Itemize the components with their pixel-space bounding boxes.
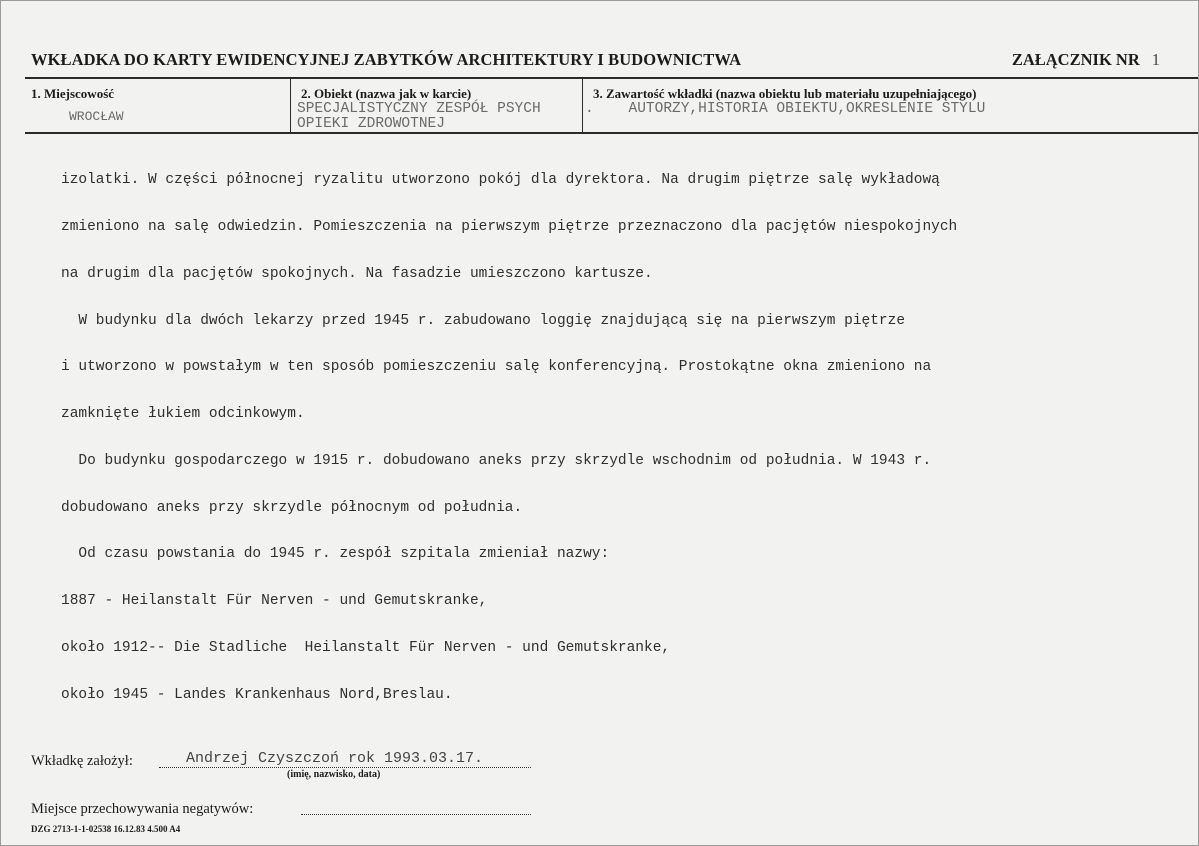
body-line: Do budynku gospodarczego w 1915 r. dobudowano aneks przy skrzydle wschodnim od południa. W 1943 r. — [61, 452, 932, 469]
attachment-number: 1 — [1151, 50, 1160, 69]
column-divider-2 — [582, 79, 583, 132]
header-top-rule — [25, 77, 1198, 79]
column-divider-1 — [290, 79, 291, 132]
body-line: około 1912-- Die Stadliche Heilanstalt Für Nerven - und Gemutskranke, — [61, 640, 671, 656]
body-line: 1887 - Heilanstalt Für Nerven - und Gemutskranke, — [61, 593, 488, 610]
print-code: DZG 2713-1-1-02538 16.12.83 4.500 A4 — [31, 824, 181, 834]
object-label: 2. Obiekt (nazwa jak w karcie) — [301, 86, 472, 101]
negatives-location-label: Miejsce przechowywania negatywów: — [31, 801, 254, 817]
body-line: zmieniono na salę odwiedzin. Pomieszczenia na pierwszym piętrze przeznaczono dla pacjętów niespokojnych — [61, 218, 958, 235]
content-value: . AUTORZY,HISTORIA OBIEKTU,OKRESLENIE STYLU — [585, 101, 986, 117]
body-line: zamknięte łukiem odcinkowym. — [61, 406, 305, 423]
object-value-line-1: SPECJALISTYCZNY ZESPÓŁ PSYCH — [297, 101, 541, 117]
content-label: 3. Zawartość wkładki (nazwa obiektu lub materiału uzupełniającego) — [593, 86, 977, 101]
body-line: na drugim dla pacjętów spokojnych. Na fasadzie umieszczono kartusze. — [61, 265, 653, 282]
negatives-location-line — [301, 814, 531, 815]
attachment-label: ZAŁĄCZNIK NR — [1011, 50, 1140, 69]
attachment-number-field — [1012, 50, 1160, 70]
insert-author-line — [159, 767, 531, 768]
body-line: około 1945 - Landes Krankenhaus Nord,Breslau. — [61, 686, 453, 703]
insert-author-label: Wkładkę założył: — [31, 753, 133, 769]
body-line: i utworzono w powstałym w ten sposób pomieszczeniu salę konferencyjną. Prostokątne okna zmieniono na — [61, 359, 932, 376]
insert-author-caption: (imię, nazwisko, data) — [287, 769, 381, 780]
body-line: dobudowano aneks przy skrzydle północnym od południa. — [61, 499, 523, 516]
insert-author-value: Andrzej Czyszczoń rok 1993.03.17. — [186, 750, 484, 767]
body-line: W budynku dla dwóch lekarzy przed 1945 r. zabudowano loggię znajdującą się na pierwszym piętrze — [61, 312, 906, 329]
locality-value: WROCŁAW — [69, 109, 124, 124]
body-text — [61, 142, 957, 735]
header-bottom-rule — [25, 132, 1198, 134]
locality-label: 1. Miejscowość — [31, 86, 115, 101]
form-title: WKŁADKA DO KARTY EWIDENCYJNEJ ZABYTKÓW ARCHITEKTURY I BUDOWNICTWA — [31, 50, 742, 69]
body-line: izolatki. W części północnej ryzalitu utworzono pokój dla dyrektora. Na drugim piętrze salę wykładową — [61, 172, 940, 189]
object-value-line-2: OPIEKI ZDROWOTNEJ — [297, 116, 445, 132]
body-line: Od czasu powstania do 1945 r. zespół szpitala zmieniał nazwy: — [61, 546, 610, 563]
